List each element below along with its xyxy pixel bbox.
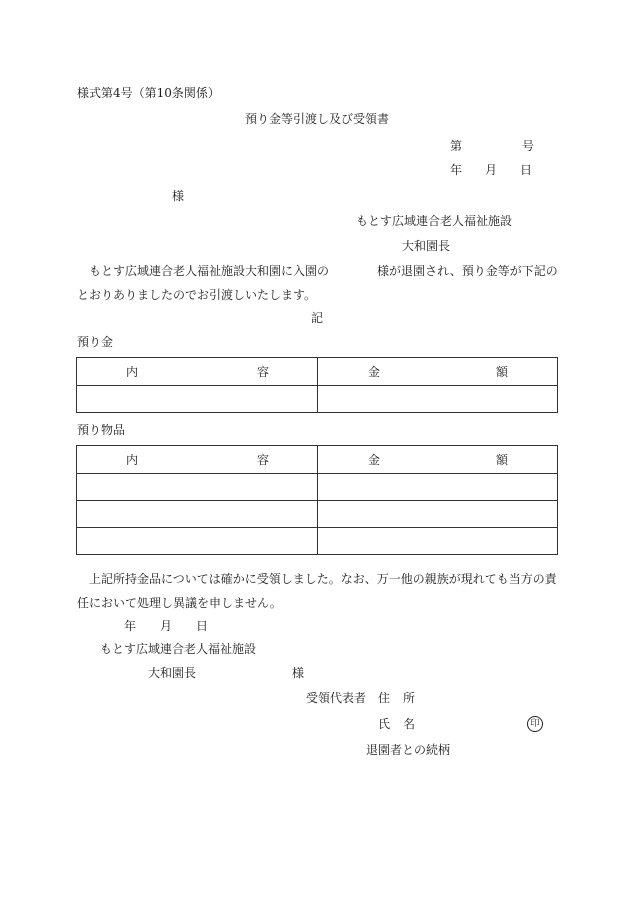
deposits-table (76, 357, 558, 413)
deposits-header-amount-b: 額 (496, 364, 509, 379)
items-header-contents (77, 446, 318, 474)
deposits-contents-cell[interactable] (77, 386, 318, 413)
table-row (77, 474, 558, 501)
name-label-a: 氏 (378, 717, 391, 731)
deposits-header-contents-a: 内 (126, 364, 139, 379)
document-title: 預り金等引渡し及び受領書 (245, 112, 390, 126)
items-contents-cell[interactable] (77, 528, 318, 555)
items-contents-cell[interactable] (77, 474, 318, 501)
items-header-contents-a: 内 (126, 452, 139, 467)
deposits-header-amount (318, 358, 558, 386)
name-label-b: 名 (403, 717, 416, 731)
items-header-amount-b: 額 (496, 452, 509, 467)
table-row (77, 386, 558, 413)
items-table (76, 445, 558, 555)
items-header-amount (318, 446, 558, 474)
form-number: 様式第4号（第10条関係） (77, 86, 220, 100)
addressee-suffix: 様 (172, 189, 185, 203)
items-contents-cell[interactable] (77, 501, 318, 528)
deposits-header-row (77, 358, 558, 386)
receipt-date-year-label: 年 (124, 619, 137, 633)
date-year-label: 年 (450, 163, 463, 177)
body-line1-part-b: 様が退園され、預り金等が下記の (377, 264, 558, 278)
deposits-header-amount-a: 金 (368, 364, 381, 379)
deposits-label: 預り金 (77, 335, 114, 349)
receipt-date-day-label: 日 (196, 619, 209, 633)
address-label-a: 住 (378, 691, 391, 705)
receipt-title: 大和園長 (148, 666, 197, 680)
representative-label: 受領代表者 (306, 691, 367, 705)
body-line1-part-a: もとす広域連合老人福祉施設大和園に入園の (89, 264, 330, 278)
date-day-label: 日 (520, 163, 533, 177)
items-amount-cell[interactable] (318, 474, 558, 501)
ki-heading: 記 (311, 311, 324, 325)
table-row (77, 528, 558, 555)
items-label: 預り物品 (77, 423, 126, 437)
address-label-b: 所 (403, 691, 416, 705)
items-header-row (77, 446, 558, 474)
table-row (77, 501, 558, 528)
issuer-title: 大和園長 (402, 239, 451, 253)
body-line2: とおりありましたのでお引渡しいたします。 (77, 288, 317, 302)
number-suffix: 号 (522, 139, 535, 153)
receipt-line1: 上記所持金品については確かに受領しました。なお、万一他の親族が現れても当方の責 (89, 572, 557, 586)
deposits-amount-cell[interactable] (318, 386, 558, 413)
receipt-date-month-label: 月 (160, 619, 173, 633)
items-header-contents-b: 容 (257, 452, 270, 467)
issuer-organization: もとす広域連合老人福祉施設 (356, 214, 513, 228)
items-amount-cell[interactable] (318, 528, 558, 555)
seal-mark: 印 (527, 716, 543, 732)
receipt-line2: 任において処理し異議を申しません。 (77, 596, 282, 610)
number-prefix: 第 (450, 139, 463, 153)
date-month-label: 月 (485, 163, 498, 177)
items-amount-cell[interactable] (318, 501, 558, 528)
items-header-amount-a: 金 (368, 452, 381, 467)
deposits-header-contents-b: 容 (257, 364, 270, 379)
receipt-organization: もとす広域連合老人福祉施設 (100, 642, 257, 656)
receipt-addressee-suffix: 様 (292, 666, 305, 680)
deposits-header-contents (77, 358, 318, 386)
relation-label: 退園者との続柄 (366, 743, 451, 757)
